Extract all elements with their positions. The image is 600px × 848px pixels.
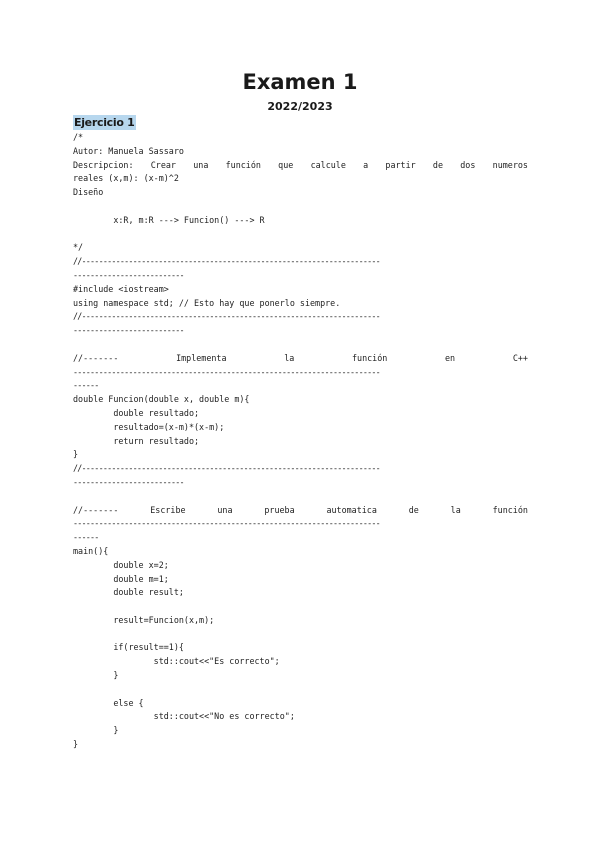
desc-word: función <box>225 159 261 170</box>
separator-rule: //---------------------------------------------------------------------- <box>73 311 380 322</box>
separator-rule: //---------------------------------------------------------------------- <box>73 463 380 474</box>
description-line-2: reales (x,m): (x-m)^2 <box>73 173 179 184</box>
test-word: Escribe <box>150 504 186 515</box>
document-title: Examen 1 <box>242 70 358 94</box>
blank-line <box>73 338 528 352</box>
academic-year: 2022/2023 <box>267 100 333 113</box>
blank-line <box>73 600 528 614</box>
test-word: función <box>492 504 528 515</box>
desc-word: Descripcion: <box>73 159 134 170</box>
cout-correct: std::cout<<"Es correcto"; <box>73 656 280 667</box>
main-signature: main(){ <box>73 545 109 556</box>
separator-rule-cont: -------------------------- <box>73 269 184 280</box>
desc-word: una <box>193 159 209 170</box>
test-word: una <box>217 504 233 515</box>
comment-close: */ <box>73 242 84 253</box>
if-close: } <box>73 670 119 681</box>
desc-word: de <box>432 159 444 170</box>
code-line: double resultado; <box>73 407 200 418</box>
implement-comment <box>73 352 528 366</box>
impl-word: la <box>284 352 295 363</box>
code-line: double m=1; <box>73 573 169 584</box>
desc-word: que <box>278 159 294 170</box>
separator-rule: ------------------------------------------------------------------------ <box>73 366 380 377</box>
impl-word: //------- <box>73 352 119 363</box>
test-word: automatica <box>326 504 377 515</box>
test-word: de <box>408 504 419 515</box>
using-line: using namespace std; // Esto hay que ponerlo siempre. <box>73 297 341 308</box>
else-close: } <box>73 725 119 736</box>
separator-rule: ------------------------------------------------------------------------ <box>73 518 380 529</box>
exercise-heading: Ejercicio 1 <box>74 116 135 129</box>
function-close: } <box>73 449 79 460</box>
design-label: Diseño <box>73 187 104 198</box>
author-line: Autor: Manuela Sassaro <box>73 145 184 156</box>
desc-word: partir <box>385 159 416 170</box>
code-block <box>73 131 528 752</box>
cout-incorrect: std::cout<<"No es correcto"; <box>73 711 295 722</box>
impl-word: Implementa <box>176 352 227 363</box>
impl-word: C++ <box>512 352 528 363</box>
blank-line <box>73 683 528 697</box>
blank-line <box>73 200 528 214</box>
test-word: prueba <box>264 504 295 515</box>
separator-rule-cont: ------ <box>73 380 99 391</box>
test-word: la <box>450 504 461 515</box>
separator-rule-cont: -------------------------- <box>73 325 184 336</box>
code-line: double x=2; <box>73 559 169 570</box>
desc-word: calcule <box>310 159 346 170</box>
impl-word: función <box>352 352 388 363</box>
test-comment <box>73 504 528 518</box>
include-line: #include <iostream> <box>73 283 169 294</box>
code-line: result=Funcion(x,m); <box>73 614 215 625</box>
desc-word: a <box>363 159 369 170</box>
test-word: //------- <box>73 504 119 515</box>
comment-open: /* <box>73 132 84 142</box>
blank-line <box>73 228 528 242</box>
blank-line <box>73 628 528 642</box>
design-signature: x:R, m:R ---> Funcion() ---> R <box>73 214 265 225</box>
main-close: } <box>73 739 79 750</box>
desc-word: Crear <box>150 159 176 170</box>
blank-line <box>73 490 528 504</box>
separator-rule-cont: -------------------------- <box>73 476 184 487</box>
function-signature: double Funcion(double x, double m){ <box>73 394 250 405</box>
code-line: return resultado; <box>73 435 200 446</box>
description-line <box>73 159 528 173</box>
separator-rule-cont: ------ <box>73 532 99 543</box>
impl-word: en <box>445 352 456 363</box>
separator-rule: //---------------------------------------------------------------------- <box>73 256 380 267</box>
desc-word: numeros <box>492 159 528 170</box>
if-line: if(result==1){ <box>73 642 184 653</box>
else-line: else { <box>73 697 144 708</box>
code-line: resultado=(x-m)*(x-m); <box>73 421 225 432</box>
desc-word: dos <box>460 159 476 170</box>
code-line: double result; <box>73 587 184 598</box>
